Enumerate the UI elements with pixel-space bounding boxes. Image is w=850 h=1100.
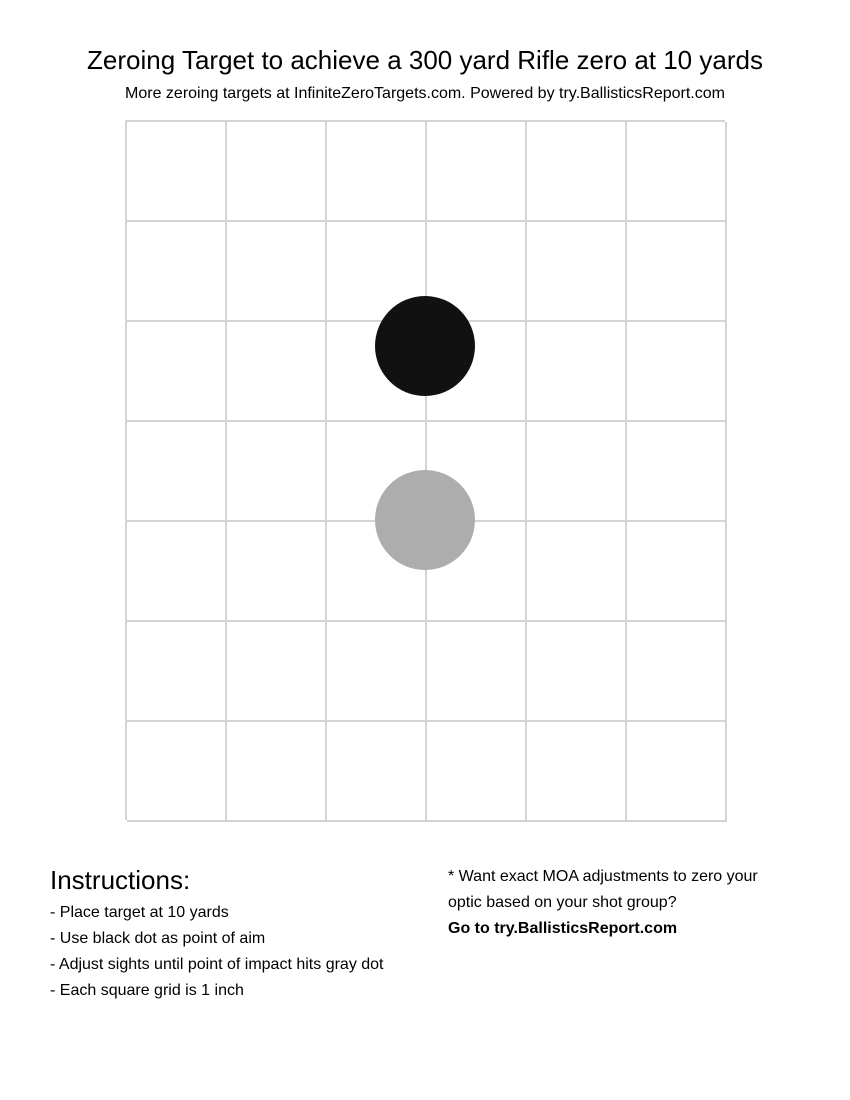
grid-square	[627, 122, 727, 222]
grid-square	[627, 622, 727, 722]
grid-square	[627, 222, 727, 322]
instruction-item: - Adjust sights until point of impact hits gray dot	[50, 956, 384, 973]
grid-square	[127, 322, 227, 422]
grid-square	[627, 722, 727, 822]
grid-square	[227, 322, 327, 422]
page-title: Zeroing Target to achieve a 300 yard Rifle zero at 10 yards	[87, 45, 763, 75]
grid-square	[527, 722, 627, 822]
grid-square	[227, 222, 327, 322]
grid-square	[127, 722, 227, 822]
grid-square	[227, 422, 327, 522]
grid-square	[127, 422, 227, 522]
impact-point-dot	[375, 470, 475, 570]
grid-square	[627, 422, 727, 522]
grid-square	[527, 122, 627, 222]
grid-square	[427, 722, 527, 822]
grid-square	[227, 122, 327, 222]
moa-note	[448, 864, 788, 942]
grid-square	[527, 422, 627, 522]
grid-square	[127, 122, 227, 222]
grid-square	[127, 622, 227, 722]
instructions-list	[50, 900, 384, 1004]
moa-note-text: * Want exact MOA adjustments to zero your optic based on your shot group?	[448, 868, 758, 911]
grid-square	[527, 522, 627, 622]
grid-square	[427, 122, 527, 222]
grid-square	[427, 622, 527, 722]
grid-square	[327, 122, 427, 222]
grid-square	[127, 222, 227, 322]
grid-square	[227, 522, 327, 622]
grid-square	[527, 322, 627, 422]
instruction-item: - Each square grid is 1 inch	[50, 982, 244, 999]
grid-square	[527, 222, 627, 322]
ballistics-report-link[interactable]: Go to try.BallisticsReport.com	[448, 920, 678, 937]
grid-square	[227, 622, 327, 722]
instruction-item: - Use black dot as point of aim	[50, 930, 266, 947]
grid-square	[327, 622, 427, 722]
grid-square	[627, 522, 727, 622]
grid-square	[127, 522, 227, 622]
grid-square	[327, 722, 427, 822]
page-subtitle: More zeroing targets at InfiniteZeroTargets.com. Powered by try.BallisticsReport.com	[125, 85, 725, 102]
grid-square	[627, 322, 727, 422]
aim-point-dot	[375, 296, 475, 396]
grid-square	[227, 722, 327, 822]
instruction-item: - Place target at 10 yards	[50, 904, 229, 921]
grid-square	[527, 622, 627, 722]
instructions-heading: Instructions:	[50, 865, 191, 895]
